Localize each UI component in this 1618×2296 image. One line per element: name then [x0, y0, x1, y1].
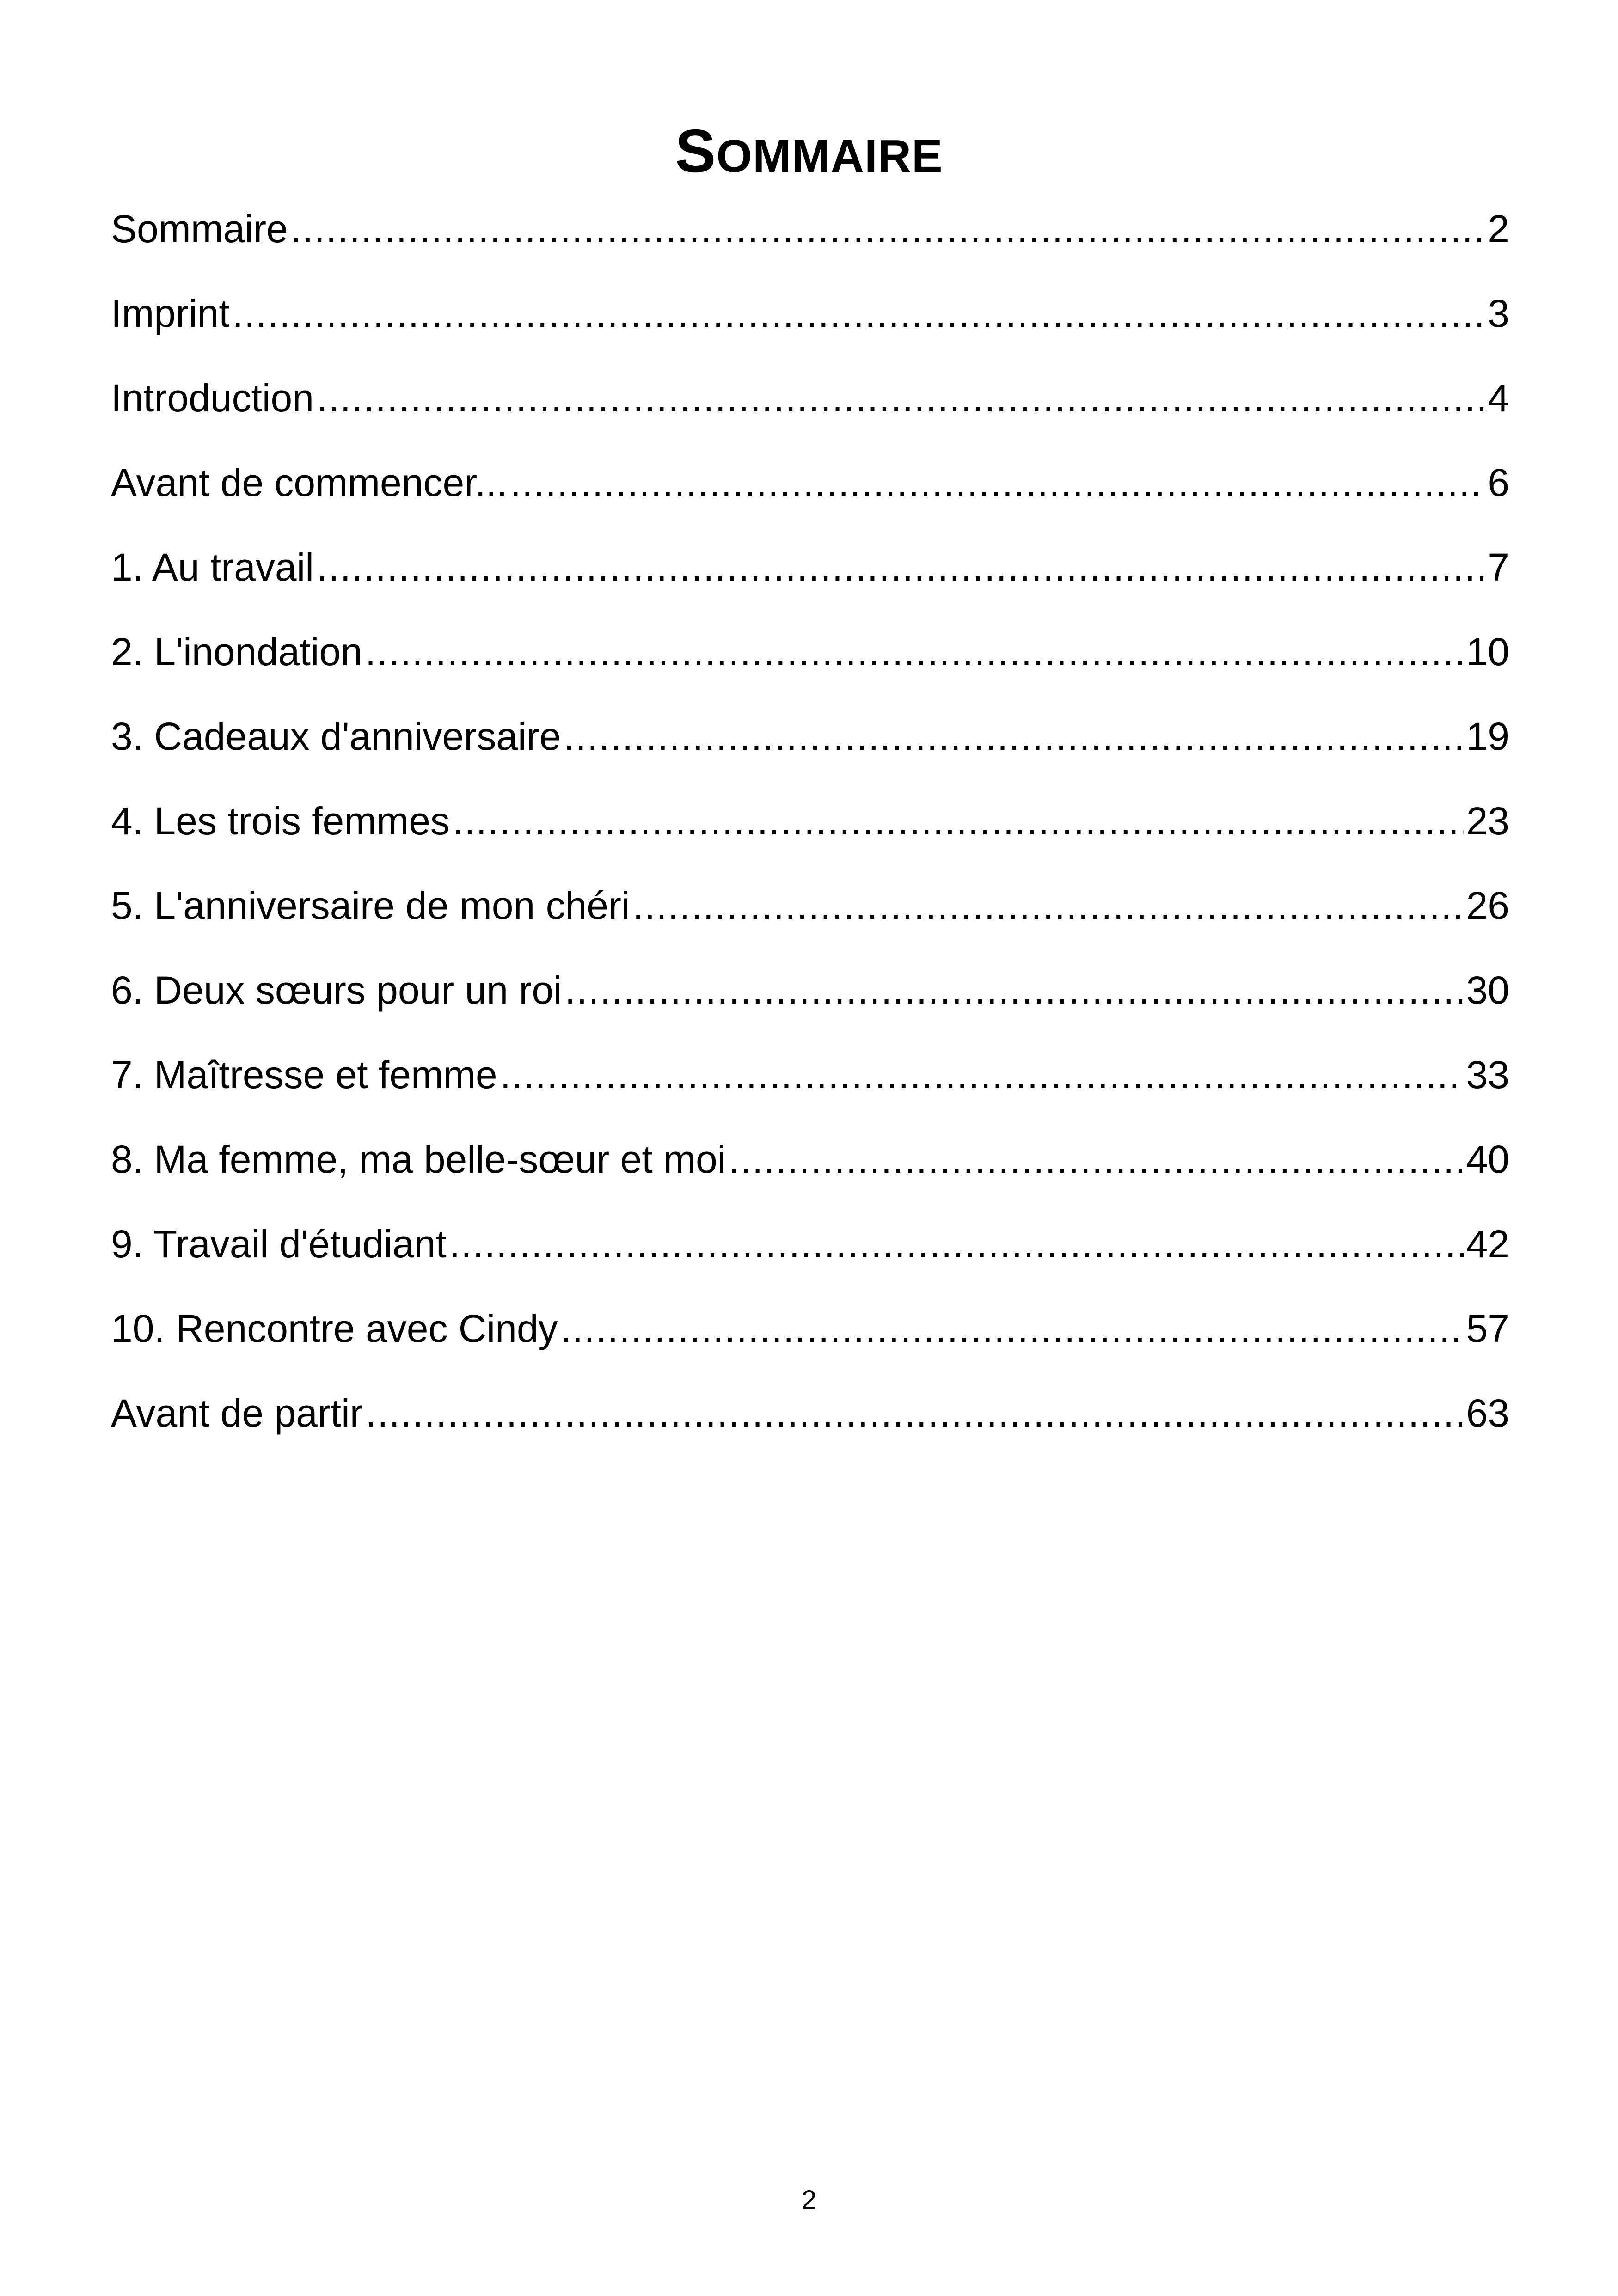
toc-entry[interactable] — [111, 1045, 1509, 1129]
toc-entry[interactable] — [111, 453, 1509, 537]
toc-entry-label: 9. Travail d'étudiant — [111, 1222, 447, 1266]
toc-entry-label: Sommaire — [111, 207, 288, 251]
toc-entry[interactable] — [111, 706, 1509, 791]
toc-entry-page: 3 — [1488, 292, 1509, 335]
toc-entry-page: 40 — [1466, 1138, 1509, 1181]
toc-entry-label: 1. Au travail — [111, 545, 314, 589]
toc-entry[interactable] — [111, 1129, 1509, 1214]
toc-leader-dots — [317, 537, 1485, 597]
title-rest: OMMAIRE — [716, 130, 943, 182]
toc-entry[interactable] — [111, 1298, 1509, 1383]
toc-leader-dots — [365, 622, 1464, 682]
toc-entry-page: 42 — [1466, 1222, 1509, 1266]
toc-entry-page: 4 — [1488, 376, 1509, 420]
toc-entry-label: 8. Ma femme, ma belle-sœur et moi — [111, 1138, 726, 1181]
toc-leader-dots — [564, 706, 1463, 766]
toc-entry-label: Avant de commencer... — [111, 461, 508, 504]
toc-entry-label: 7. Maîtresse et femme — [111, 1053, 497, 1096]
toc-entry-page: 7 — [1488, 545, 1509, 589]
toc-leader-dots — [729, 1129, 1463, 1189]
toc-entry[interactable] — [111, 960, 1509, 1045]
toc-entry-label: 5. L'anniversaire de mon chéri — [111, 884, 630, 927]
toc-entry-page: 10 — [1466, 630, 1509, 673]
toc-entry-page: 33 — [1466, 1053, 1509, 1096]
toc-entry[interactable] — [111, 622, 1509, 706]
toc-leader-dots — [633, 876, 1464, 936]
toc-entry[interactable] — [111, 1214, 1509, 1298]
toc-entry[interactable] — [111, 876, 1509, 960]
toc-entry-page: 2 — [1488, 207, 1509, 251]
toc-entry[interactable] — [111, 199, 1509, 283]
toc-entry-page: 19 — [1466, 715, 1509, 758]
toc-entry-label: 10. Rencontre avec Cindy — [111, 1307, 558, 1350]
toc-entry-label: 3. Cadeaux d'anniversaire — [111, 715, 561, 758]
toc-leader-dots — [317, 368, 1485, 428]
toc-leader-dots — [510, 453, 1485, 513]
table-of-contents — [111, 199, 1509, 1468]
page-number: 2 — [801, 2185, 817, 2215]
toc-leader-dots — [366, 1383, 1464, 1443]
toc-entry-label: Imprint — [111, 292, 230, 335]
toc-entry-page: 30 — [1466, 968, 1509, 1012]
toc-entry[interactable] — [111, 791, 1509, 876]
page-title — [0, 119, 1618, 189]
toc-leader-dots — [233, 283, 1485, 343]
toc-leader-dots — [500, 1045, 1464, 1105]
toc-leader-dots — [291, 199, 1485, 259]
toc-entry-page: 57 — [1466, 1307, 1509, 1350]
toc-entry-label: Introduction — [111, 376, 314, 420]
toc-entry-page: 26 — [1466, 884, 1509, 927]
toc-leader-dots — [561, 1298, 1464, 1359]
toc-entry[interactable] — [111, 283, 1509, 368]
toc-entry-page: 63 — [1466, 1391, 1509, 1435]
toc-entry[interactable] — [111, 1383, 1509, 1468]
toc-entry-label: 6. Deux sœurs pour un roi — [111, 968, 562, 1012]
toc-entry-page: 6 — [1488, 461, 1509, 504]
toc-entry[interactable] — [111, 368, 1509, 453]
toc-leader-dots — [449, 1214, 1464, 1274]
toc-entry-page: 23 — [1466, 799, 1509, 843]
toc-entry[interactable] — [111, 537, 1509, 622]
title-initial: S — [675, 117, 717, 185]
toc-leader-dots — [565, 960, 1464, 1020]
toc-entry-label: 4. Les trois femmes — [111, 799, 450, 843]
toc-entry-label: Avant de partir — [111, 1391, 363, 1435]
toc-leader-dots — [453, 791, 1464, 851]
toc-entry-label: 2. L'inondation — [111, 630, 362, 673]
